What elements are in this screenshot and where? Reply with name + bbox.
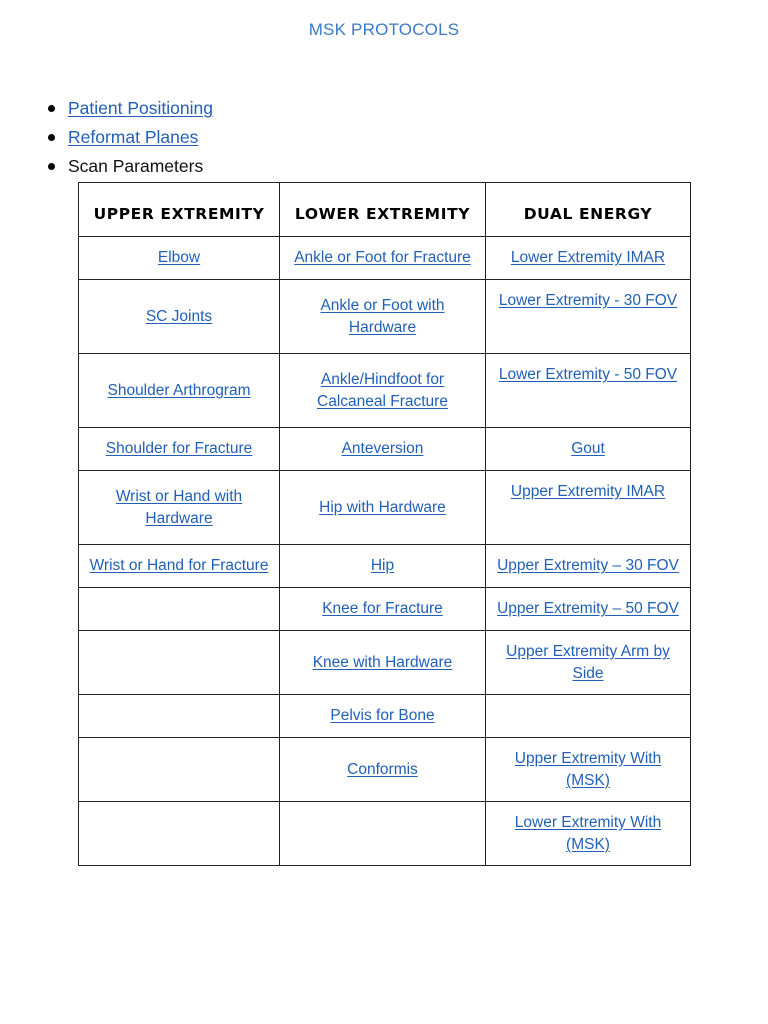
protocol-link[interactable]: Upper Extremity – 30 FOV: [497, 557, 679, 574]
table-cell: [79, 695, 280, 738]
table-row: [79, 695, 691, 738]
table-cell: [280, 471, 486, 545]
bullet-icon: [48, 134, 55, 141]
table-cell: [79, 545, 280, 588]
protocol-link[interactable]: Hip with Hardware: [319, 498, 446, 516]
header-lower-extremity: LOWER EXTREMITY: [280, 183, 486, 237]
list-item-patient-positioning: [46, 94, 213, 123]
table-cell: [280, 280, 486, 354]
protocol-link[interactable]: Knee for Fracture: [322, 600, 443, 617]
table-cell: [280, 588, 486, 631]
protocol-link[interactable]: Lower Extremity - 30 FOV: [498, 292, 678, 309]
protocol-link[interactable]: Lower Extremity With (MSK): [514, 813, 662, 853]
section-list: [46, 94, 213, 181]
table-row: [79, 428, 691, 471]
protocol-link[interactable]: Ankle/Hindfoot for Calcaneal Fracture: [317, 370, 448, 410]
table-row: [79, 280, 691, 354]
table-cell: [280, 354, 486, 428]
table-cell: [486, 471, 691, 545]
table-cell: [486, 545, 691, 588]
reformat-planes-link[interactable]: Reformat Planes: [68, 127, 199, 147]
table-cell: [280, 695, 486, 738]
table-row: [79, 471, 691, 545]
protocol-link[interactable]: Gout: [571, 440, 605, 457]
protocols-table: [78, 182, 691, 866]
protocol-link[interactable]: Wrist or Hand for Fracture: [89, 557, 269, 574]
table-cell: [79, 354, 280, 428]
table-cell: [79, 802, 280, 866]
table-cell: [79, 738, 280, 802]
protocol-link[interactable]: SC Joints: [145, 307, 213, 325]
table-header-row: [79, 183, 691, 237]
table-row: [79, 631, 691, 695]
table-cell: [79, 471, 280, 545]
protocol-link[interactable]: Elbow: [157, 249, 201, 266]
table-cell: [486, 631, 691, 695]
list-item-reformat-planes: [46, 123, 213, 152]
table-cell: [280, 631, 486, 695]
table-row: [79, 738, 691, 802]
table-cell: [79, 237, 280, 280]
protocol-link[interactable]: Conformis: [347, 760, 418, 778]
protocol-link[interactable]: Ankle or Foot for Fracture: [294, 249, 471, 266]
header-upper-extremity: UPPER EXTREMITY: [79, 183, 280, 237]
protocol-link[interactable]: Knee with Hardware: [312, 653, 453, 671]
protocol-link[interactable]: Anteversion: [341, 440, 424, 457]
protocol-link[interactable]: Upper Extremity With (MSK): [514, 749, 662, 789]
table-cell: [79, 280, 280, 354]
protocol-link[interactable]: Lower Extremity - 50 FOV: [498, 366, 678, 383]
table-cell: [79, 631, 280, 695]
table-cell: [486, 428, 691, 471]
table-cell: [486, 354, 691, 428]
document-title: MSK PROTOCOLS: [308, 20, 460, 39]
table-cell: [79, 588, 280, 631]
table-cell: [486, 237, 691, 280]
table-cell: [486, 695, 691, 738]
protocol-link[interactable]: Wrist or Hand with Hardware: [115, 487, 243, 527]
table-cell: [486, 802, 691, 866]
table-cell: [486, 280, 691, 354]
bullet-icon: [48, 163, 55, 170]
table-row: [79, 354, 691, 428]
protocol-link[interactable]: Shoulder Arthrogram: [107, 381, 251, 399]
table-cell: [486, 588, 691, 631]
bullet-icon: [48, 105, 55, 112]
scan-parameters-label: Scan Parameters: [68, 156, 204, 176]
protocol-link[interactable]: Upper Extremity IMAR: [510, 483, 666, 500]
protocol-link[interactable]: Hip: [370, 557, 395, 574]
table-row: [79, 588, 691, 631]
protocol-link[interactable]: Upper Extremity – 50 FOV: [497, 600, 679, 617]
table-cell: [79, 428, 280, 471]
protocol-link[interactable]: Ankle or Foot with Hardware: [320, 296, 445, 336]
table-cell: [280, 237, 486, 280]
protocol-link[interactable]: Upper Extremity Arm by Side: [506, 642, 670, 682]
table-row: [79, 802, 691, 866]
table-cell: [280, 802, 486, 866]
table-cell: [280, 738, 486, 802]
protocol-link[interactable]: Lower Extremity IMAR: [510, 249, 666, 266]
protocol-link[interactable]: Shoulder for Fracture: [105, 440, 253, 457]
table-row: [79, 545, 691, 588]
patient-positioning-link[interactable]: Patient Positioning: [68, 98, 213, 118]
table-cell: [280, 545, 486, 588]
header-dual-energy: DUAL ENERGY: [486, 183, 691, 237]
table-cell: [280, 428, 486, 471]
table-cell: [486, 738, 691, 802]
protocol-link[interactable]: Pelvis for Bone: [330, 707, 435, 724]
table-row: [79, 237, 691, 280]
list-item-scan-parameters: [46, 152, 213, 181]
